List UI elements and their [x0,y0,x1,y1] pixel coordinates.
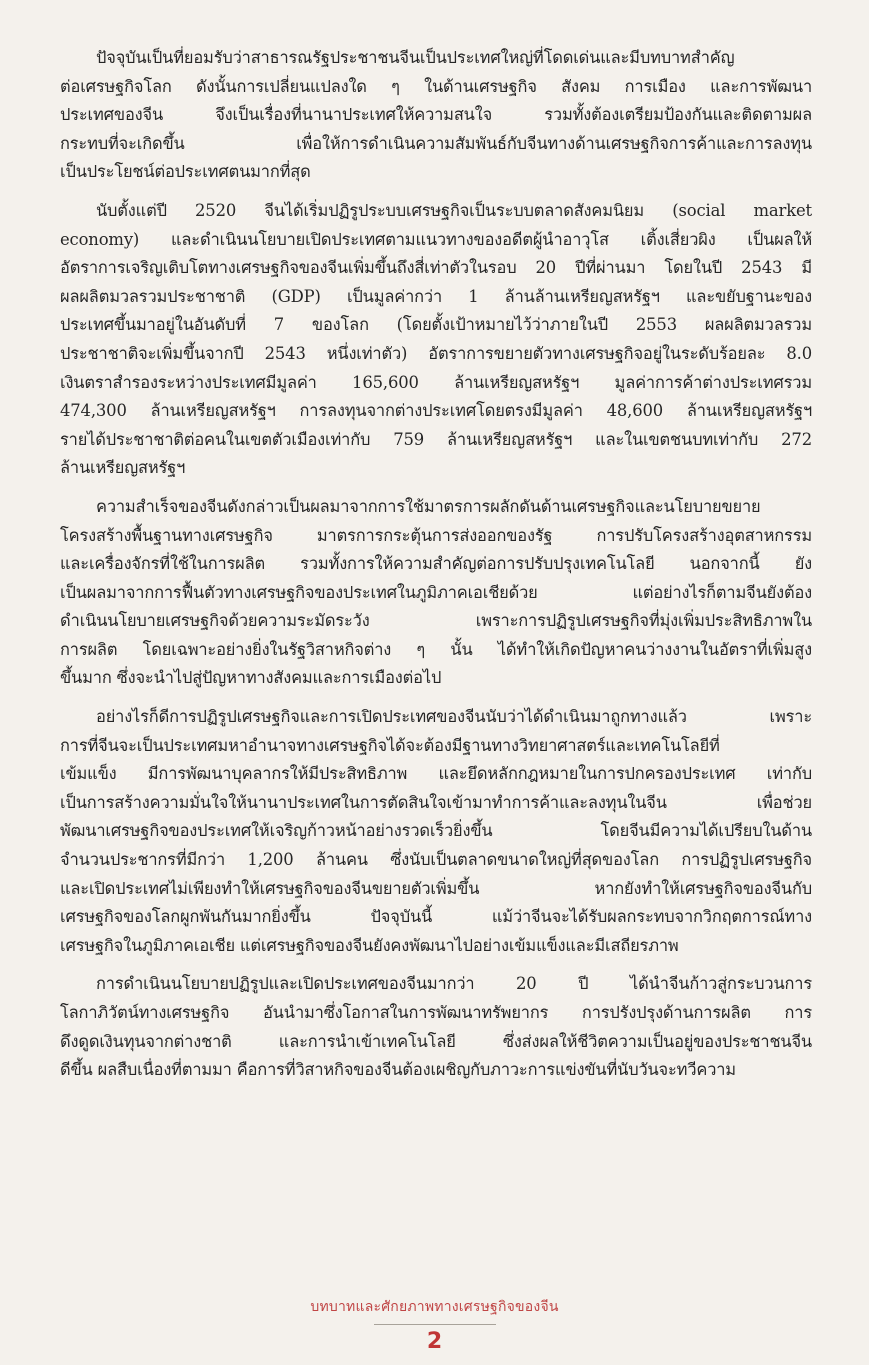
text-line: เป็นผลมาจากการฟื้นตัวทางเศรษฐกิจของประเทศในภูมิภาคเอเชียด้วย แต่อย่างไรก็ตามจีนยังต้อง [60,582,812,602]
text-line: เงินตราสำรองระหว่างประเทศมีมูลค่า 165,600 ล้านเหรียญสหรัฐฯ มูลค่าการค้าต่างประเทศรวม [60,372,812,392]
text-line: ประชาชาติจะเพิ่มขึ้นจากปี 2543 หนึ่งเท่าตัว) อัตราการขยายตัวทางเศรษฐกิจอยู่ในระดับร้อยละ 8.0 [60,343,812,363]
text-line: ผลผลิตมวลรวมประชาชาติ (GDP) เป็นมูลค่ากว่า 1 ล้านล้านเหรียญสหรัฐฯ และขยับฐานะของ [60,286,812,306]
text-line: เศรษฐกิจในภูมิภาคเอเชีย แต่เศรษฐกิจของจีนยังคงพัฒนาไปอย่างเข้มแข็งและมีเสถียรภาพ [60,935,679,955]
text-line: เป็นประโยชน์ต่อประเทศตนมากที่สุด [60,162,311,182]
footer-divider [374,1324,496,1325]
body-text [60,44,812,1095]
paragraph [60,970,812,1084]
text-line: ความสำเร็จของจีนดังกล่าวเป็นผลมาจากการใช้มาตรการผลักดันด้านเศรษฐกิจและนโยบายขยาย [96,496,761,516]
text-line: ล้านเหรียญสหรัฐฯ [60,458,186,478]
text-line: ต่อเศรษฐกิจโลก ดังนั้นการเปลี่ยนแปลงใด ๆ ในด้านเศรษฐกิจ สังคม การเมือง และการพัฒนา [60,76,812,96]
text-line: และเครื่องจักรที่ใช้ในการผลิต รวมทั้งการให้ความสำคัญต่อการปรับปรุงเทคโนโลยี นอกจากนี้ ยัง [60,554,812,574]
text-line: การที่จีนจะเป็นประเทศมหาอำนาจทางเศรษฐกิจได้จะต้องมีฐานทางวิทยาศาสตร์และเทคโนโลยีที่ [60,735,720,755]
text-line: เป็นการสร้างความมั่นใจให้นานาประเทศในการตัดสินใจเข้ามาทำการค้าและลงทุนในจีน เพื่อช่วย [60,792,812,812]
text-line: ดำเนินนโยบายเศรษฐกิจด้วยความระมัดระวัง เพราะการปฏิรูปเศรษฐกิจที่มุ่งเพิ่มประสิทธิภาพใน [60,611,812,631]
text-line: อัตราการเจริญเติบโตทางเศรษฐกิจของจีนเพิ่มขึ้นถึงสี่เท่าตัวในรอบ 20 ปีที่ผ่านมา โดยในปี 2543 มี [60,258,812,278]
text-line: พัฒนาเศรษฐกิจของประเทศให้เจริญก้าวหน้าอย่างรวดเร็วยิ่งขึ้น โดยจีนมีความได้เปรียบในด้าน [60,821,812,841]
text-line: ขึ้นมาก ซึ่งจะนำไปสู่ปัญหาทางสังคมและการเมืองต่อไป [60,668,442,688]
text-line: ดึงดูดเงินทุนจากต่างชาติ และการนำเข้าเทคโนโลยี ซึ่งส่งผลให้ชีวิตความเป็นอยู่ของประชาชนจีน [60,1031,812,1051]
text-line: การผลิต โดยเฉพาะอย่างยิ่งในรัฐวิสาหกิจต่าง ๆ นั้น ได้ทำให้เกิดปัญหาคนว่างงานในอัตราที่เพิ่มสูง [60,639,812,659]
text-line: การดำเนินนโยบายปฏิรูปและเปิดประเทศของจีนมากว่า 20 ปี ได้นำจีนก้าวสู่กระบวนการ [96,974,812,994]
text-line: เศรษฐกิจของโลกผูกพันกันมากยิ่งขึ้น ปัจจุบันนี้ แม้ว่าจีนจะได้รับผลกระทบจากวิกฤตการณ์ทาง [60,907,812,927]
text-line: จำนวนประชากรที่มีกว่า 1,200 ล้านคน ซึ่งนับเป็นตลาดขนาดใหญ่ที่สุดของโลก การปฏิรูปเศรษฐกิจ [60,850,812,870]
text-line: โลกาภิวัตน์ทางเศรษฐกิจ อันนำมาซึ่งโอกาสในการพัฒนาทรัพยากร การปรังปรุงด้านการผลิต การ [60,1003,812,1022]
text-line: อย่างไรก็ดีการปฏิรูปเศรษฐกิจและการเปิดประเทศของจีนนับว่าได้ดำเนินมาถูกทางแล้ว เพราะ [96,707,812,727]
text-line: ดีขึ้น ผลสืบเนื่องที่ตามมา คือการที่วิสาหกิจของจีนต้องเผชิญกับภาวะการแข่งขันที่นับวันจะทวีความ [60,1060,736,1080]
text-line: ประเทศของจีน จึงเป็นเรื่องที่นานาประเทศให้ความสนใจ รวมทั้งต้องเตรียมป้องกันและติดตามผล [60,105,812,125]
paragraph [60,197,812,483]
text-line: กระทบที่จะเกิดขึ้น เพื่อให้การดำเนินความสัมพันธ์กับจีนทางด้านเศรษฐกิจการค้าและการลงทุน [60,133,812,153]
text-line: economy) และดำเนินนโยบายเปิดประเทศตามแนวทางของอดีตผู้นำอาวุโส เติ้งเสี่ยวผิง เป็นผลให้ [60,229,812,249]
footer-title: บทบาทและศักยภาพทางเศรษฐกิจของจีน [310,1299,559,1315]
page-footer [0,1296,869,1357]
paragraph [60,44,812,187]
text-line: ปัจจุบันเป็นที่ยอมรับว่าสาธารณรัฐประชาชนจีนเป็นประเทศใหญ่ที่โดดเด่นและมีบทบาทสำคัญ [96,48,735,67]
page-number: 2 [426,1329,443,1354]
text-line: 474,300 ล้านเหรียญสหรัฐฯ การลงทุนจากต่างประเทศโดยตรงมีมูลค่า 48,600 ล้านเหรียญสหรัฐฯ [60,401,812,421]
text-line: เข้มแข็ง มีการพัฒนาบุคลากรให้มีประสิทธิภาพ และยึดหลักกฎหมายในการปกครองประเทศ เท่ากับ [60,764,812,784]
text-line: และเปิดประเทศไม่เพียงทำให้เศรษฐกิจของจีนขยายตัวเพิ่มขึ้น หากยังทำให้เศรษฐกิจของจีนกับ [60,878,812,898]
paragraph [60,703,812,960]
paragraph [60,493,812,693]
text-line: ประเทศขึ้นมาอยู่ในอันดับที่ 7 ของโลก (โดยตั้งเป้าหมายไว้ว่าภายในปี 2553 ผลผลิตมวลรวม [60,315,812,335]
text-line: นับตั้งแต่ปี 2520 จีนได้เริ่มปฏิรูประบบเศรษฐกิจเป็นระบบตลาดสังคมนิยม (social market [96,200,812,220]
text-line: รายได้ประชาชาติต่อคนในเขตตัวเมืองเท่ากับ 759 ล้านเหรียญสหรัฐฯ และในเขตชนบทเท่ากับ 272 [60,429,812,449]
text-line: โครงสร้างพื้นฐานทางเศรษฐกิจ มาตรการกระตุ้นการส่งออกของรัฐ การปรับโครงสร้างอุตสาหกรรม [60,525,812,545]
